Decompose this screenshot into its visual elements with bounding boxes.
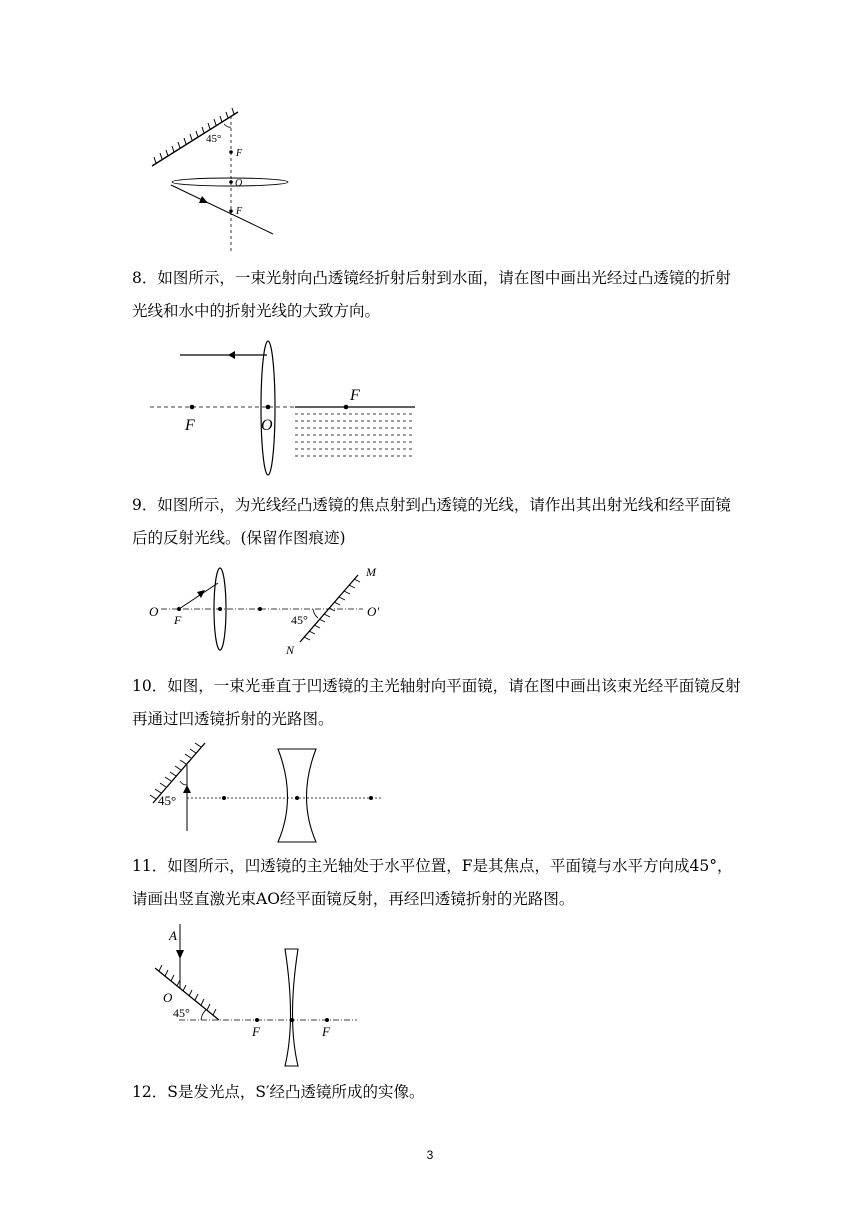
question-11: 11．如图所示，凹透镜的主光轴处于水平位置，F是其焦点，平面镜与水平方向成45°，请画出竖直激光束AO经平面镜反射，再经凹透镜折射的光路图。: [132, 857, 733, 908]
ray-arrow: [176, 950, 184, 959]
focus-point-top: [229, 150, 233, 154]
concave-lens: [285, 949, 298, 1066]
point-label-a: A: [169, 928, 177, 943]
question-10: 10．如图，一束光垂直于凹透镜的主光轴射向平面镜，请在图中画出该束光经平面镜反射再通过凹透镜折射的光路图。: [132, 677, 741, 728]
optical-center: [266, 405, 271, 410]
optical-center-label: O: [235, 178, 243, 189]
angle-arc: [201, 1010, 206, 1020]
focus-point-right: [369, 796, 373, 800]
angle-arc: [313, 609, 318, 618]
figure-8: [145, 338, 425, 478]
plane-mirror: [300, 575, 360, 642]
page-number: 3: [426, 1148, 434, 1162]
lens-center: [290, 1018, 294, 1022]
question-12: 12．S是发光点，S′经凸透镜所成的实像。: [132, 1083, 425, 1101]
focus-point-right: [325, 1018, 329, 1022]
point-label-o: O: [163, 990, 173, 1005]
concave-lens: [278, 749, 316, 842]
incident-ray: [171, 185, 273, 234]
plane-mirror: [152, 108, 238, 166]
angle-label: 45°: [158, 793, 177, 808]
focus-label-left: F: [185, 417, 195, 434]
focus-point-right: [258, 607, 262, 611]
focus-point-left: [190, 405, 195, 410]
figure-9: [145, 560, 395, 660]
lens-center: [218, 607, 222, 611]
optical-center: [229, 180, 233, 184]
question-9: 9．如图所示，为光线经凸透镜的焦点射到凸透镜的光线，请作出其出射光线和经平面镜后的反射光线。(保留作图痕迹): [132, 496, 731, 547]
focus-point-bottom: [229, 209, 233, 213]
lens-center: [295, 796, 299, 800]
angle-label: 45°: [206, 133, 222, 145]
angle-label: 45°: [291, 613, 308, 627]
focus-point-left: [255, 1018, 259, 1022]
figure-10: [145, 735, 390, 845]
focus-point-right: [344, 405, 349, 410]
focus-label-top: F: [236, 148, 243, 159]
figure-7: [140, 100, 310, 260]
mirror-label-n: N: [286, 643, 295, 657]
angle-label: 45°: [173, 1006, 190, 1020]
question-8: 8．如图所示，一束光射向凸透镜经折射后射到水面，请在图中画出光经过凸透镜的折射光线和水中的折射光线的大致方向。: [132, 269, 731, 320]
focus-label-right: F: [350, 387, 360, 404]
angle-arc: [224, 124, 231, 127]
figure-11: [145, 920, 365, 1070]
focus-label-left: F: [252, 1024, 260, 1039]
ray-arrow: [183, 785, 191, 793]
focus-label-right: F: [322, 1024, 330, 1039]
focus-label-bottom: F: [236, 206, 243, 217]
water-hatching: [295, 414, 413, 456]
angle-arc: [180, 781, 187, 785]
incident-ray: [179, 583, 218, 609]
mirror-label-m: M: [366, 565, 376, 579]
ray-arrow: [228, 351, 235, 359]
focus-label: F: [174, 613, 182, 627]
axis-label-o-prime: O′: [367, 604, 380, 619]
optical-center-label: O: [261, 417, 273, 434]
axis-label-o: O: [149, 604, 159, 619]
focus-point-left: [222, 796, 226, 800]
